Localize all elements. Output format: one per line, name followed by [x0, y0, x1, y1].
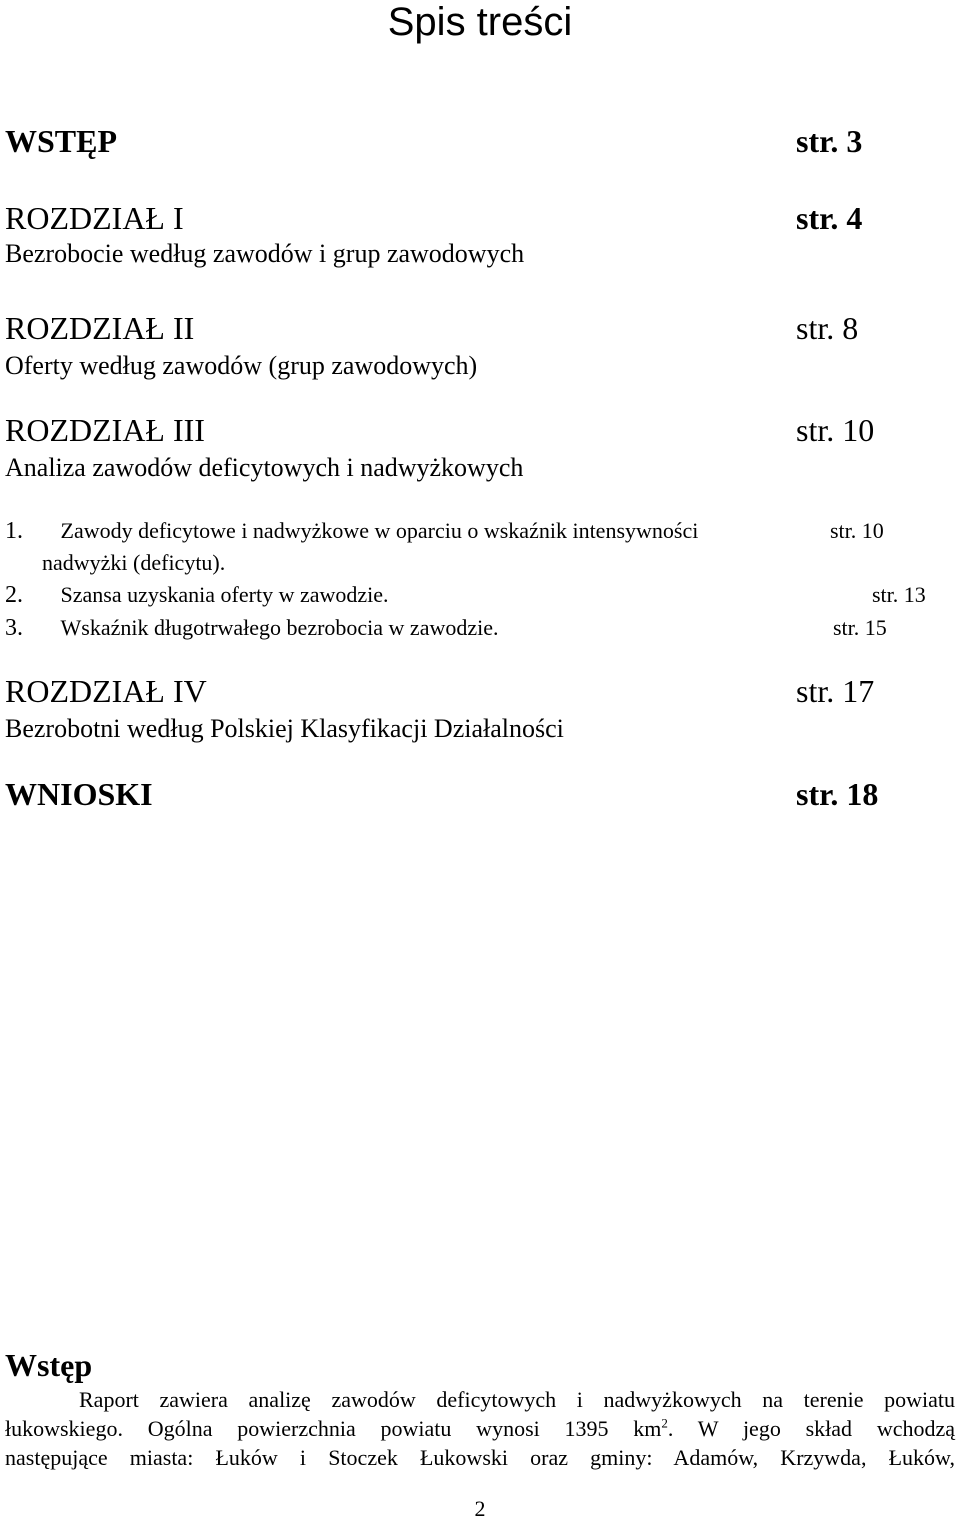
toc-r3-subtitle: Analiza zawodów deficytowych i nadwyżkowych — [5, 453, 524, 482]
toc-r4-subtitle: Bezrobotni według Polskiej Klasyfikacji Działalności — [5, 714, 564, 743]
intro-paragraph — [5, 1385, 955, 1472]
toc-r3-page: str. 10 — [796, 412, 875, 448]
toc-r3-item-2-page: str. 13 — [872, 582, 926, 607]
page-title: Spis treści — [387, 0, 573, 44]
toc-r3-item-2[interactable] — [5, 583, 389, 607]
intro-line-2 — [5, 1414, 955, 1443]
toc-item-text: Wskaźnik długotrwałego bezrobocia w zawodzie. — [60, 615, 499, 640]
intro-line-2-start: łukowskiego. Ogólna powierzchnia powiatu wynosi 1395 km — [5, 1416, 662, 1441]
toc-wstep-page: str. 3 — [796, 123, 863, 159]
superscript-2: 2 — [661, 1415, 668, 1431]
toc-r3-item-3[interactable] — [5, 616, 499, 640]
toc-item-number: 2. — [5, 582, 23, 608]
page-number: 2 — [474, 1496, 486, 1521]
toc-r2-subtitle: Oferty według zawodów (grup zawodowych) — [5, 351, 478, 380]
toc-item-number: 1. — [5, 518, 23, 544]
toc-wnioski-page: str. 18 — [796, 776, 879, 812]
toc-r3-item-3-page: str. 15 — [833, 615, 887, 640]
toc-r3-item-1-page: str. 10 — [830, 518, 884, 543]
toc-r2-label[interactable]: ROZDZIAŁ II — [5, 310, 195, 346]
toc-r3-label[interactable]: ROZDZIAŁ III — [5, 412, 205, 448]
toc-r2-page: str. 8 — [796, 310, 859, 346]
toc-r1-label[interactable]: ROZDZIAŁ I — [5, 200, 184, 236]
toc-item-text: Zawody deficytowe i nadwyżkowe w oparciu o wskaźnik intensywności — [60, 518, 699, 543]
intro-heading: Wstęp — [5, 1347, 93, 1383]
toc-r1-subtitle: Bezrobocie według zawodów i grup zawodowych — [5, 239, 525, 268]
toc-r4-label[interactable]: ROZDZIAŁ IV — [5, 673, 207, 709]
intro-line-2-end: . W jego skład wchodzą — [667, 1416, 955, 1441]
toc-wstep-label[interactable]: WSTĘP — [5, 123, 118, 159]
toc-r4-page: str. 17 — [796, 673, 875, 709]
toc-wnioski-label[interactable]: WNIOSKI — [5, 776, 153, 812]
toc-r1-page: str. 4 — [796, 200, 863, 236]
toc-item-text: Szansa uzyskania oferty w zawodzie. — [60, 582, 389, 607]
intro-line-3: następujące miasta: Łuków i Stoczek Łukowski oraz gminy: Adamów, Krzywda, Łuków, — [5, 1445, 955, 1470]
intro-line-1: Raport zawiera analizę zawodów deficytowych i nadwyżkowych na terenie powiatu — [79, 1387, 955, 1412]
toc-item-number: 3. — [5, 615, 23, 641]
toc-r3-item-1[interactable] — [5, 519, 698, 543]
toc-r3-item-1-text-cont: nadwyżki (deficytu). — [42, 550, 226, 575]
